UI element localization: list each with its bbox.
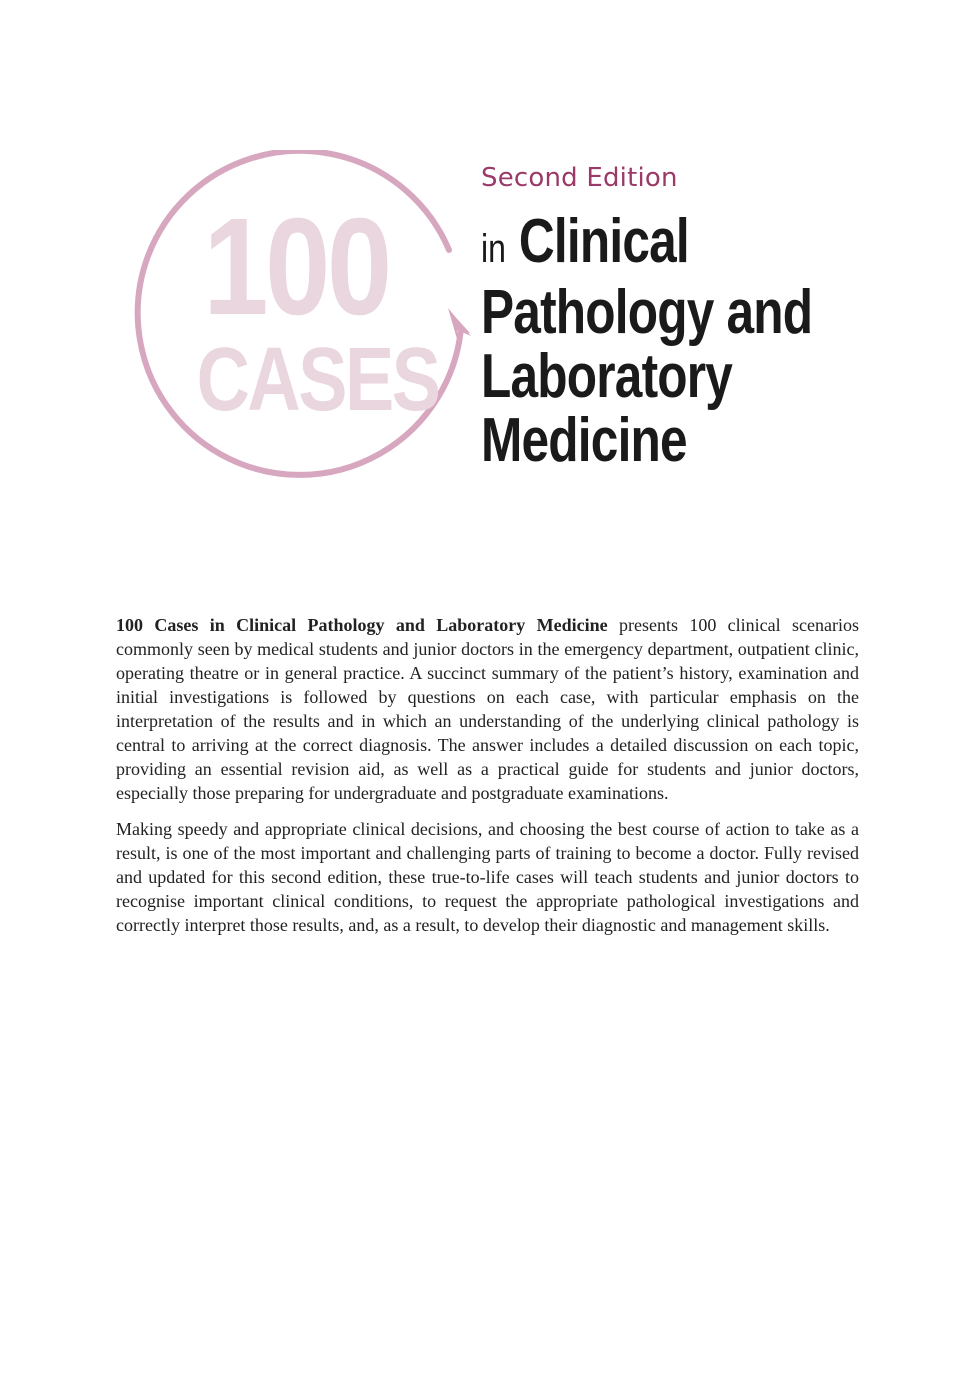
- description-p1-text: presents 100 clinical scenarios commonly seen by medical students and junior doctors in the emergency department, outpatient clinic, operating theatre or in general practice. A succinct summary of the patient’s history, examination and initial investigations is followed by questions on each case, with particular emphasis on the interpretation of the results and in which an understanding of the underlying clinical pathology is central to arriving at the correct diagnosis. The answer includes a detailed discussion on each topic, providing an essential revision aid, as well as a practical guide for students and junior doctors, especially those preparing for undergraduate and postgraduate examinations.: [116, 615, 859, 803]
- title-line-2: Pathology and: [481, 278, 813, 347]
- description-paragraph-1: [116, 613, 859, 805]
- description-bold-title: 100 Cases in Clinical Pathology and Laboratory Medicine: [116, 615, 608, 635]
- description-paragraph-2: Making speedy and appropriate clinical decisions, and choosing the best course of action to take as a result, is one of the most important and challenging parts of training to become a doctor. Fully revised and updated for this second edition, these true-to-life cases will teach students and junior doctors to recognise important clinical conditions, to request the appropriate pathological investigations and correctly interpret those results, and, as a result, to develop their diagnostic and management skills.: [116, 819, 859, 935]
- book-description: [116, 613, 859, 949]
- logo-number: 100: [203, 190, 389, 344]
- title-line-4: Medicine: [481, 406, 687, 475]
- book-title: [481, 207, 895, 475]
- series-logo: [125, 150, 485, 490]
- title-line-3: Laboratory: [481, 342, 733, 411]
- logo-word: CASES: [196, 330, 439, 430]
- title-prefix: in: [481, 227, 506, 271]
- edition-label: Second Edition: [481, 163, 678, 193]
- title-word-clinical: Clinical: [518, 207, 689, 276]
- title-line-1: [481, 207, 812, 281]
